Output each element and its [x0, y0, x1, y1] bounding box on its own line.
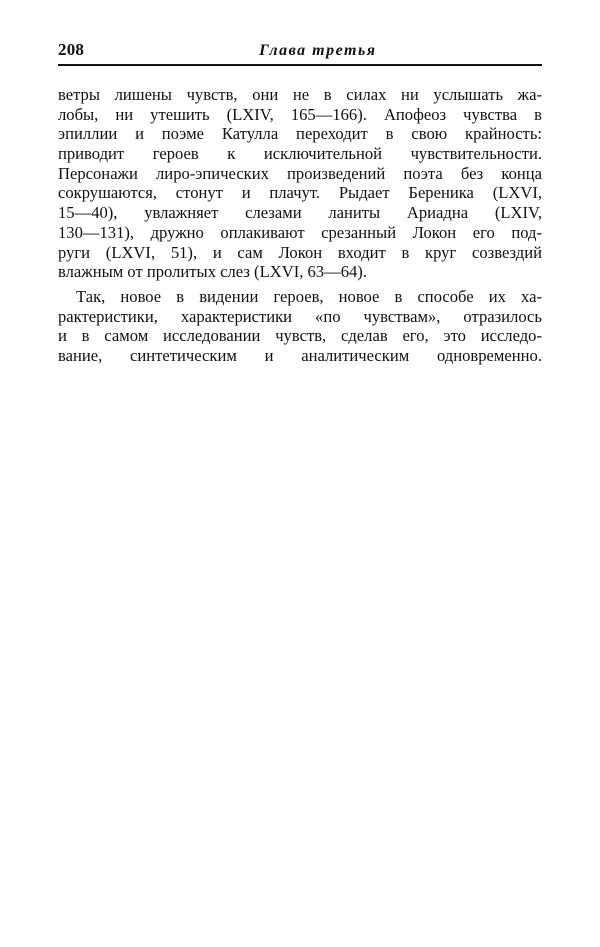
- header-rule: [58, 64, 542, 66]
- chapter-title: Глава третья: [259, 42, 377, 59]
- body-text: [58, 85, 542, 366]
- text-line: Персонажи лиро-эпических произведений поэта без конца: [58, 163, 542, 183]
- text-line: 130—131), дружно оплакивают срезанный Локон его под-: [58, 222, 542, 242]
- running-head: [58, 40, 542, 62]
- text-line: эпиллии и поэме Катулла переходит в свою крайность:: [58, 124, 542, 144]
- text-line: сокрушаются, стонут и плачут. Рыдает Береника (LXVI,: [58, 183, 542, 203]
- text-line: руги (LXVI, 51), и сам Локон входит в круг созвездий: [58, 242, 542, 262]
- text-line: Так, новое в видении героев, новое в способе их ха-: [76, 286, 542, 306]
- page-number: 208: [58, 40, 85, 59]
- paragraph-1: [58, 85, 542, 282]
- text-line: лобы, ни утешить (LXIV, 165—166). Апофеоз чувства в: [58, 104, 542, 124]
- paragraph-2: [58, 287, 542, 366]
- text-line: 15—40), увлажняет слезами ланиты Ариадна (LXIV,: [58, 203, 542, 223]
- text-line: приводит героев к исключительной чувствительности.: [58, 144, 542, 164]
- text-line: ветры лишены чувств, они не в силах ни услышать жа-: [58, 85, 542, 104]
- text-line: влажным от пролитых слез (LXVI, 63—64).: [58, 262, 367, 282]
- text-line: рактеристики, характеристики «по чувствам», отразилось: [58, 306, 542, 326]
- book-page: [58, 40, 542, 366]
- text-line: вание, синтетическим и аналитическим одновременно.: [58, 345, 542, 365]
- text-line: и в самом исследовании чувств, сделав его, это исследо-: [58, 326, 542, 346]
